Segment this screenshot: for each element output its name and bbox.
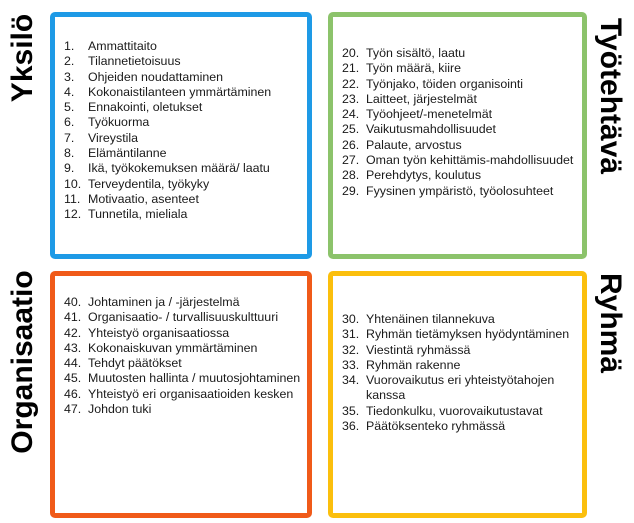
list-item bbox=[64, 161, 303, 176]
item-number: 44. bbox=[64, 356, 82, 371]
list-item bbox=[342, 343, 578, 358]
list-item bbox=[64, 341, 303, 356]
item-text: Ennakointi, oletukset bbox=[88, 100, 203, 115]
list-item bbox=[342, 46, 578, 61]
organisaatio-heading: Organisaatio bbox=[6, 270, 39, 454]
tyotehtava-box bbox=[328, 12, 587, 259]
item-number: 34. bbox=[342, 373, 360, 388]
list-item bbox=[64, 326, 303, 341]
item-number: 40. bbox=[64, 295, 82, 309]
item-text: Fyysinen ympäristö, työolosuhteet bbox=[366, 183, 554, 198]
item-text: Tilannetietoisuus bbox=[88, 54, 181, 69]
item-text: Yhtenäinen tilannekuva bbox=[366, 312, 495, 326]
item-text: Työn määrä, kiire bbox=[366, 61, 462, 76]
item-number: 21. bbox=[342, 61, 360, 76]
item-text: Työnjako, töiden organisointi bbox=[366, 76, 524, 91]
item-text: Tehdyt päätökset bbox=[88, 356, 182, 371]
item-text: Viestintä ryhmässä bbox=[366, 342, 471, 357]
list-item bbox=[342, 404, 578, 419]
organisaatio-list bbox=[64, 295, 303, 417]
list-item bbox=[64, 131, 303, 146]
item-number: 22. bbox=[342, 76, 360, 91]
list-item bbox=[64, 192, 303, 207]
list-item bbox=[342, 107, 578, 122]
list-item bbox=[342, 168, 578, 183]
item-number: 35. bbox=[342, 403, 360, 418]
item-text: Kokonaistilanteen ymmärtäminen bbox=[88, 84, 272, 99]
ryhma-list bbox=[342, 312, 578, 434]
list-item bbox=[342, 138, 578, 153]
item-text: Yhteistyö organisaatiossa bbox=[88, 325, 230, 340]
list-item bbox=[64, 70, 303, 85]
item-number: 30. bbox=[342, 312, 360, 326]
item-text: Ammattitaito bbox=[88, 39, 157, 53]
list-item bbox=[342, 77, 578, 92]
item-number: 46. bbox=[64, 386, 82, 401]
list-item bbox=[64, 85, 303, 100]
item-number: 33. bbox=[342, 357, 360, 372]
item-number: 45. bbox=[64, 371, 82, 386]
item-text: Yhteistyö eri organisaatioiden kesken bbox=[88, 386, 294, 401]
item-number: 25. bbox=[342, 122, 360, 137]
list-item bbox=[64, 310, 303, 325]
item-number: 7. bbox=[64, 130, 75, 145]
item-number: 2. bbox=[64, 54, 75, 69]
item-number: 8. bbox=[64, 146, 75, 161]
item-number: 47. bbox=[64, 402, 82, 417]
list-item bbox=[342, 184, 578, 199]
item-text: Kokonaiskuvan ymmärtäminen bbox=[88, 340, 258, 355]
item-number: 9. bbox=[64, 161, 75, 176]
item-text: Tiedonkulku, vuorovaikutustavat bbox=[366, 403, 543, 418]
item-text: Tunnetila, mielialа bbox=[88, 207, 188, 222]
list-item bbox=[64, 295, 303, 310]
item-text: Elämäntilanne bbox=[88, 146, 167, 161]
item-text: Johtaminen ja / -järjestelmä bbox=[88, 295, 240, 309]
item-text: Johdon tuki bbox=[88, 402, 152, 417]
item-number: 12. bbox=[64, 207, 82, 222]
list-item bbox=[64, 207, 303, 222]
item-text: Motivaatio, asenteet bbox=[88, 191, 199, 206]
item-number: 36. bbox=[342, 419, 360, 434]
item-number: 32. bbox=[342, 342, 360, 357]
item-text: Työn sisältö, laatu bbox=[366, 46, 466, 60]
list-item bbox=[64, 371, 303, 386]
item-text: Oman työn kehittämis-mahdollisuudet bbox=[366, 153, 574, 168]
item-text: Organisaatio- / turvallisuuskulttuuri bbox=[88, 310, 279, 325]
list-item bbox=[342, 358, 578, 373]
item-number: 28. bbox=[342, 168, 360, 183]
item-number: 3. bbox=[64, 69, 75, 84]
item-text: Laitteet, järjestelmät bbox=[366, 91, 477, 106]
yksilo-heading: Yksilö bbox=[6, 13, 39, 103]
item-number: 5. bbox=[64, 100, 75, 115]
item-text: Perehdytys, koulutus bbox=[366, 168, 482, 183]
list-item bbox=[342, 153, 578, 168]
list-item bbox=[64, 387, 303, 402]
list-item bbox=[342, 122, 578, 137]
item-text: Terveydentila, työkyky bbox=[88, 176, 210, 191]
yksilo-list bbox=[64, 39, 303, 223]
item-number: 31. bbox=[342, 327, 360, 342]
item-number: 41. bbox=[64, 310, 82, 325]
list-item bbox=[64, 54, 303, 69]
item-text: Palaute, arvostus bbox=[366, 137, 462, 152]
list-item bbox=[342, 92, 578, 107]
list-item bbox=[64, 177, 303, 192]
item-number: 4. bbox=[64, 84, 75, 99]
list-item bbox=[342, 61, 578, 76]
item-text: Ryhmän tietämyksen hyödyntäminen bbox=[366, 327, 570, 342]
item-number: 6. bbox=[64, 115, 75, 130]
item-text: Päätöksenteko ryhmässä bbox=[366, 419, 506, 434]
item-number: 23. bbox=[342, 91, 360, 106]
item-number: 1. bbox=[64, 39, 75, 53]
ryhma-heading: Ryhmä bbox=[594, 272, 627, 374]
list-item bbox=[64, 146, 303, 161]
item-number: 29. bbox=[342, 183, 360, 198]
item-number: 10. bbox=[64, 176, 82, 191]
yksilo-box bbox=[50, 12, 312, 259]
item-text: Vireystila bbox=[88, 130, 139, 145]
tyotehtava-list bbox=[342, 46, 578, 199]
list-item bbox=[342, 419, 578, 434]
item-text: Muutosten hallinta / muutosjohtaminen bbox=[88, 371, 301, 386]
list-item bbox=[342, 373, 578, 404]
item-number: 27. bbox=[342, 153, 360, 168]
list-item bbox=[64, 115, 303, 130]
list-item bbox=[64, 356, 303, 371]
list-item bbox=[342, 312, 578, 327]
item-text: Ohjeiden noudattaminen bbox=[88, 69, 224, 84]
list-item bbox=[342, 327, 578, 342]
item-text: Vuorovaikutus eri yhteistyötahojen kanssa bbox=[366, 373, 555, 403]
ryhma-box bbox=[328, 271, 587, 518]
item-text: Ikä, työkokemuksen määrä/ laatu bbox=[88, 161, 270, 176]
list-item bbox=[64, 100, 303, 115]
item-number: 42. bbox=[64, 325, 82, 340]
list-item bbox=[64, 39, 303, 54]
item-number: 20. bbox=[342, 46, 360, 60]
organisaatio-box bbox=[50, 271, 312, 518]
item-text: Vaikutusmahdollisuudet bbox=[366, 122, 496, 137]
item-text: Ryhmän rakenne bbox=[366, 357, 461, 372]
list-item bbox=[64, 402, 303, 417]
item-number: 43. bbox=[64, 340, 82, 355]
item-text: Työkuorma bbox=[88, 115, 150, 130]
item-number: 11. bbox=[64, 191, 81, 206]
item-text: Työohjeet/-menetelmät bbox=[366, 107, 493, 122]
item-number: 24. bbox=[342, 107, 360, 122]
item-number: 26. bbox=[342, 137, 360, 152]
tyotehtava-heading: Työtehtävä bbox=[594, 17, 627, 175]
